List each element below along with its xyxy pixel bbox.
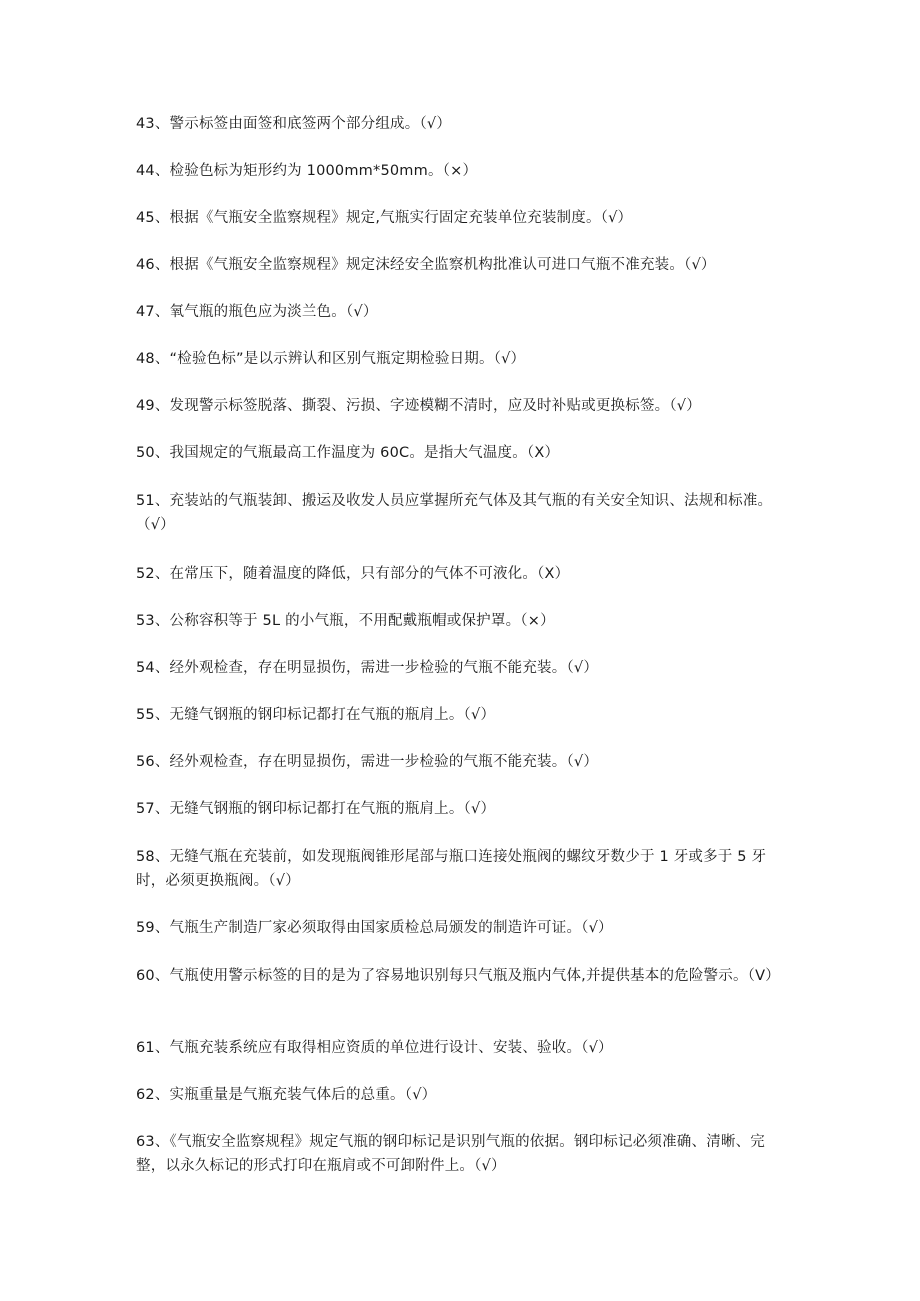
question-59: 59、气瓶生产制造厂家必须取得由国家质检总局颁发的制造许可证。（√） (136, 920, 613, 936)
question-60: 60、气瓶使用警示标签的目的是为了容易地识别每只气瓶及瓶内气体,并提供基本的危险警示。（V） (136, 968, 780, 984)
question-47: 47、氧气瓶的瓶色应为淡兰色。（√） (136, 304, 378, 320)
question-46: 46、根据《气瓶安全监察规程》规定沫经安全监察机构批准认可进口气瓶不准充装。（√） (136, 257, 716, 273)
question-48: 48、“检验色标”是以示辨认和区别气瓶定期检验日期。（√） (136, 351, 526, 367)
question-44: 44、检验色标为矩形约为 1000mm*50mm。（×） (136, 163, 478, 179)
question-63: 63、《气瓶安全监察规程》规定气瓶的钢印标记是识别气瓶的依据。钢印标记必须准确、清晰、完整，以永久标记的形式打印在瓶肩或不可卸附件上。（√） (136, 1134, 765, 1174)
question-50: 50、我国规定的气瓶最高工作温度为 60C。是指大气温度。（X） (136, 445, 560, 461)
question-54: 54、经外观检查，存在明显损伤，需进一步检验的气瓶不能充装。（√） (136, 660, 599, 676)
question-62: 62、实瓶重量是气瓶充装气体后的总重。（√） (136, 1087, 437, 1103)
question-58: 58、无缝气瓶在充装前，如发现瓶阀锥形尾部与瓶口连接处瓶阀的螺纹牙数少于 1 牙或多于 5 牙时，必须更换瓶阀。（√） (136, 849, 767, 889)
question-57: 57、无缝气钢瓶的钢印标记都打在气瓶的瓶肩上。（√） (136, 801, 496, 817)
question-45: 45、根据《气瓶安全监察规程》规定,气瓶实行固定充装单位充装制度。（√） (136, 210, 633, 226)
question-49: 49、发现警示标签脱落、撕裂、污损、字迹模糊不清时，应及时补贴或更换标签。（√） (136, 398, 701, 414)
question-51: 51、充装站的气瓶装卸、搬运及收发人员应掌握所充气体及其气瓶的有关安全知识、法规和标准。（√） (136, 493, 773, 533)
question-43: 43、警示标签由面签和底签两个部分组成。（√） (136, 116, 452, 132)
question-53: 53、公称容积等于 5L 的小气瓶，不用配戴瓶帽或保护罩。（×） (136, 613, 555, 629)
question-52: 52、在常压下，随着温度的降低，只有部分的气体不可液化。（X） (136, 566, 570, 582)
question-56: 56、经外观检查，存在明显损伤，需进一步检验的气瓶不能充装。（√） (136, 754, 599, 770)
question-61: 61、气瓶充装系统应有取得相应资质的单位进行设计、安装、验收。（√） (136, 1040, 613, 1056)
question-55: 55、无缝气钢瓶的钢印标记都打在气瓶的瓶肩上。（√） (136, 707, 496, 723)
